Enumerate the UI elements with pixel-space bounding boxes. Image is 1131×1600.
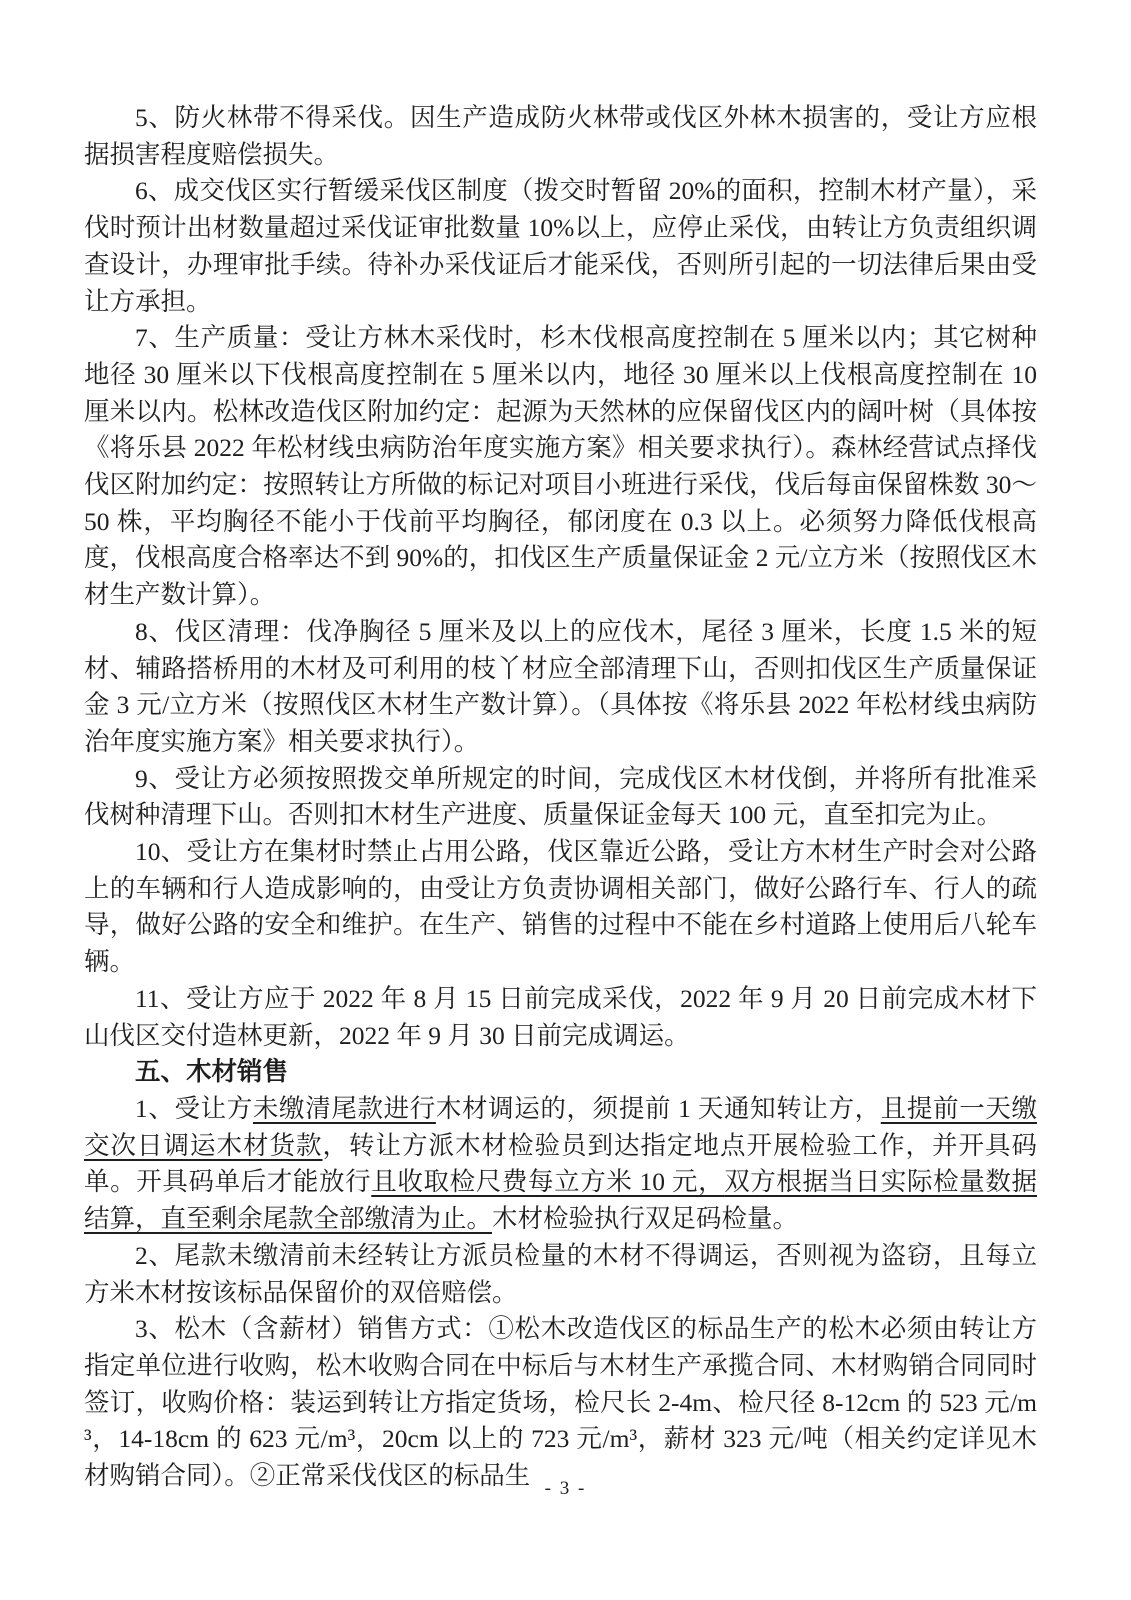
text-run: ，转让方派木材检验员到达指定地点开展检验工作，并开具码单。开具码单后才能放行 xyxy=(84,1130,1037,1197)
text-run: 9、受让方必须按照拨交单所规定的时间，完成伐区木材伐倒，并将所有批准采伐树种清理下山。否则扣木材生产进度、质量保证金每天 100 元，直至扣完为止。 xyxy=(84,763,1037,830)
text-run: 5、防火林带不得采伐。因生产造成防火林带或伐区外林木损害的，受让方应根据损害程度赔偿损失。 xyxy=(84,103,1037,169)
text-run: 五、木材销售 xyxy=(135,1057,289,1087)
text-run: 1、受让方 xyxy=(135,1093,253,1123)
underlined-text-run: 未缴清尾款进行 xyxy=(252,1093,436,1123)
text-run: 10、受让方在集材时禁止占用公路，伐区靠近公路，受让方木材生产时会对公路上的车辆和行人造成影响的，由受让方负责协调相关部门，做好公路行车、行人的疏导，做好公路的安全和维护。在生产、销售的过程中不能在乡村道路上使用后八轮车辆。 xyxy=(84,837,1037,977)
underlined-text-run: 双方根据当日实际检量数据结算，直至剩余尾款全部缴清为止。 xyxy=(84,1167,1037,1234)
paragraph xyxy=(84,173,1037,320)
text-run: 7、生产质量：受让方林木采伐时，杉木伐根高度控制在 5 厘米以内；其它树种地径 30 厘米以下伐根高度控制在 5 厘米以内，地径 30 厘米以上伐根高度控制在 10 厘米以内。松林改造伐区附加约定：起源为天然林的应保留伐区内的阔叶树（具体按《将乐县 2022 年松材线虫病防治年度实施方案》相关要求执行）。森林经营试点择伐伐区附加约定：按照转让方所做的标记对项目小班进行采伐，伐后每亩保留株数 30～50 株，平均胸径不能小于伐前平均胸径，郁闭度在 0.3 以上。必须努力降低伐根高度，伐根高度合格率达不到 90%的，扣伐区生产质量保证金 2 元/立方米（按照伐区木材生产数计算）。 xyxy=(84,323,1037,610)
text-run: 2、尾款未缴清前未经转让方派员检量的木材不得调运，否则视为盗窃，且每立方米木材按该标品保留价的双倍赔偿。 xyxy=(84,1240,1037,1307)
paragraph xyxy=(84,1091,1037,1238)
paragraph xyxy=(84,981,1037,1054)
text-run: 3、松木（含薪材）销售方式：①松木改造伐区的标品生产的松木必须由转让方指定单位进行收购，松木收购合同在中标后与木材生产承揽合同、木材购销合同同时签订，收购价格：装运到转让方指定货场，检尺长 2-4m、检尺径 8-12cm 的 523 元/m³，14-18cm 的 623 元/m³，20cm 以上的 723 元/m³，薪材 323 元/吨（相关约定详见木材购销合同）。②正常采伐伐区的标品生 xyxy=(84,1314,1037,1491)
text-run: 木材调运的，须提前 1 天通知转让方， xyxy=(435,1093,881,1123)
paragraph xyxy=(84,761,1037,834)
paragraph xyxy=(84,100,1037,173)
page-number: - 3 - xyxy=(544,1478,587,1499)
paragraph xyxy=(84,1238,1037,1311)
text-run: 8、伐区清理：伐净胸径 5 厘米及以上的应伐木，尾径 3 厘米，长度 1.5 米的短材、辅路搭桥用的木材及可利用的枝丫材应全部清理下山，否则扣伐区生产质量保证金 3 元/立方米（按照伐区木材生产数计算）。（具体按《将乐县 2022 年松材线虫病防治年度实施方案》相关要求执行）。 xyxy=(84,616,1037,756)
section-heading xyxy=(84,1054,1037,1091)
paragraph xyxy=(84,320,1037,614)
text-run: 6、成交伐区实行暂缓采伐区制度（拨交时暂留 20%的面积，控制木材产量），采伐时预计出材数量超过采伐证审批数量 10%以上，应停止采伐，由转让方负责组织调查设计，办理审批手续。待补办采伐证后才能采伐，否则所引起的一切法律后果由受让方承担。 xyxy=(84,176,1037,316)
text-run: 木材检验执行双足码检量。 xyxy=(492,1204,799,1234)
underlined-text-run: 且提前一天缴交次日调运木材货款 xyxy=(84,1093,1037,1160)
document-body xyxy=(84,100,1037,1495)
paragraph xyxy=(84,834,1037,981)
paragraph xyxy=(84,614,1037,761)
page-footer xyxy=(0,1478,1131,1500)
paragraph xyxy=(84,1311,1037,1495)
text-run: 11、受让方应于 2022 年 8 月 15 日前完成采伐，2022 年 9 月 20 日前完成木材下山伐区交付造林更新，2022 年 9 月 30 日前完成调运。 xyxy=(84,983,1037,1050)
underlined-text-run: 且收取检尺费每立方米 10 元， xyxy=(371,1167,725,1197)
